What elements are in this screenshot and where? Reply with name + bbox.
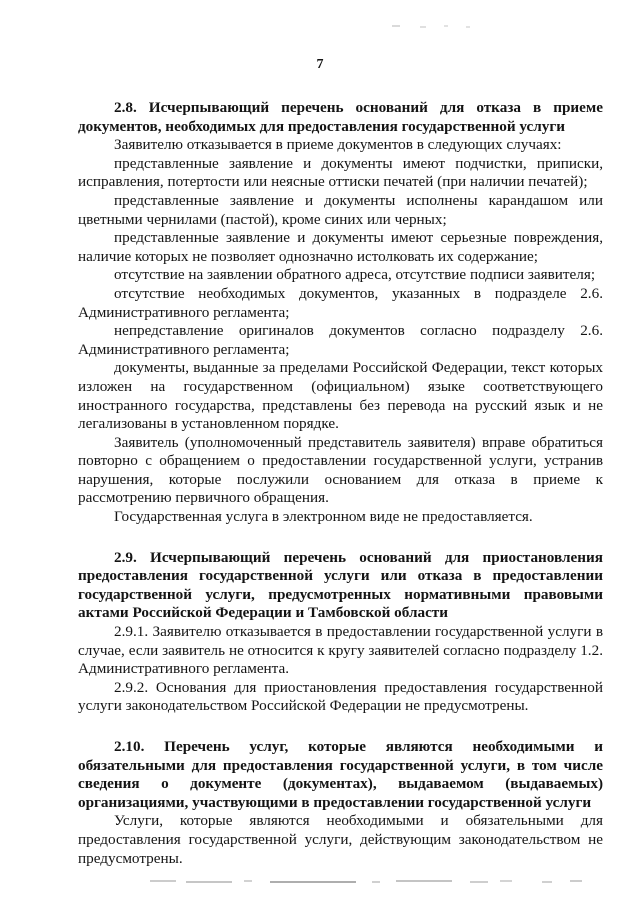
- document-body: [78, 99, 603, 868]
- paragraph: представленные заявление и документы имеют подчистки, приписки, исправления, потертости или неясные оттиски печатей (при наличии печатей);: [78, 154, 603, 191]
- section-heading: 2.8. Исчерпывающий перечень оснований для отказа в приеме документов, необходимых для предоставления государственной услуги: [78, 99, 603, 135]
- paragraph: Заявитель (уполномоченный представитель заявителя) вправе обратиться повторно с обращением о предоставлении государственной услуги, устранив нарушения, которые послужили основанием для отказа в приеме к рассмотрению первичного обращения.: [78, 433, 603, 507]
- scan-artifact-top: [0, 22, 640, 32]
- paragraph: представленные заявление и документы имеют серьезные повреждения, наличие которых не позволяет однозначно истолковать их содержание;: [78, 229, 603, 265]
- paragraph: Услуги, которые являются необходимыми и обязательными для предоставления государственной услуги, действующим законодательством не предусмотрены.: [78, 812, 603, 867]
- paragraph: представленные заявление и документы исполнены карандашом или цветными чернилами (пастой), кроме синих или черных;: [78, 191, 603, 228]
- paragraph: отсутствие на заявлении обратного адреса, отсутствие подписи заявителя;: [114, 266, 596, 284]
- paragraph: документы, выданные за пределами Российской Федерации, текст которых изложен на государственном (официальном) языке соответствующего иностранного государства, представлены без перевода на русский язык и не легализованы в установленном порядке.: [78, 359, 603, 433]
- section-heading: 2.9. Исчерпывающий перечень оснований для приостановления предоставления государственной услуги или отказа в предоставлении государственной услуги, предусмотренных нормативными правовыми актами Российской Федерации и Тамбовской области: [78, 548, 603, 622]
- paragraph: отсутствие необходимых документов, указанных в подразделе 2.6. Административного регламента;: [78, 284, 603, 321]
- paragraph: 2.9.1. Заявителю отказывается в предоставлении государственной услуги в случае, если заявитель не относится к кругу заявителей согласно подразделу 1.2. Административного регламента.: [78, 623, 603, 678]
- paragraph: Заявителю отказывается в приеме документов в следующих случаях:: [114, 136, 562, 154]
- paragraph: 2.9.2. Основания для приостановления предоставления государственной услуги законодательством Российской Федерации не предусмотрены.: [78, 678, 603, 715]
- page-number: 7: [316, 57, 324, 72]
- section-heading: 2.10. Перечень услуг, которые являются необходимыми и обязательными для предоставления государственной услуги, в том числе сведения о документе (документах), выдаваемом (выдаваемых) организациями, участвующими в предоставлении государственной услуги: [78, 738, 603, 811]
- paragraph: непредставление оригиналов документов согласно подразделу 2.6. Административного регламента;: [78, 322, 603, 358]
- paragraph: Государственная услуга в электронном виде не предоставляется.: [114, 508, 533, 526]
- scan-artifact-bottom: [0, 872, 640, 892]
